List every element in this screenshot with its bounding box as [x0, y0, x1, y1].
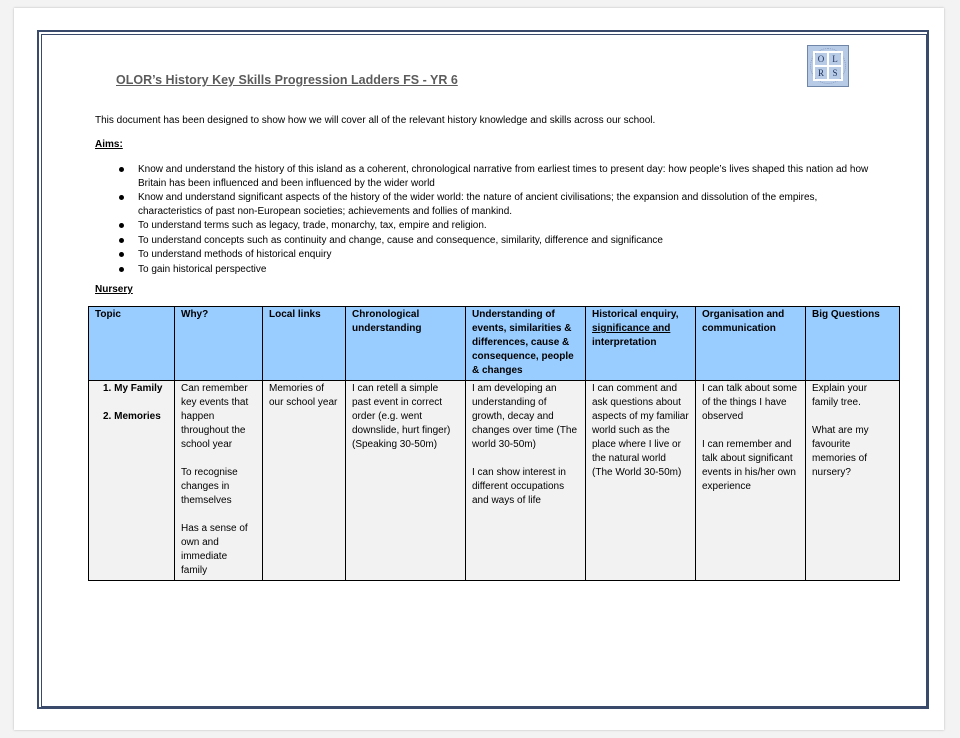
- header-topic: Topic: [89, 307, 175, 381]
- header-chronological: Chronological understanding: [346, 307, 466, 381]
- header-enquiry-part: interpretation: [592, 337, 657, 348]
- logo-letter: S: [828, 66, 842, 80]
- big-question-text: What are my favourite memories of nursery?: [812, 425, 869, 478]
- cell-big-questions: [806, 381, 900, 581]
- aim-item: To understand concepts such as continuity and change, cause and consequence, similarity, difference and significance: [117, 234, 877, 248]
- aim-item: To gain historical perspective: [117, 263, 877, 277]
- topic-item: 2. Memories: [103, 411, 161, 422]
- header-local-links: Local links: [263, 307, 346, 381]
- document-page: [14, 8, 944, 730]
- table-header-row: [89, 307, 900, 381]
- events-text: I can show interest in different occupations and ways of life: [472, 467, 566, 506]
- cell-local-links: Memories of our school year: [263, 381, 346, 581]
- events-text: I am developing an understanding of growth, decay and changes over time (The world 30-50m): [472, 383, 578, 450]
- topic-item: 1. My Family: [103, 383, 163, 394]
- cell-chronological: I can retell a simple past event in correct order (e.g. went downslide, hurt finger) (Speaking 30-50m): [346, 381, 466, 581]
- aim-item: Know and understand the history of this island as a coherent, chronological narrative from earliest times to present day: how people’s lives shaped this nation ad how Britain has been influenced and been influenced by the wider world: [117, 163, 877, 190]
- logo-letter: R: [814, 66, 828, 80]
- cell-why: [175, 381, 263, 581]
- header-enquiry: [586, 307, 696, 381]
- progression-table: [88, 306, 900, 581]
- big-question-text: Explain your family tree.: [812, 383, 868, 408]
- cell-events: [466, 381, 586, 581]
- header-organisation: Organisation and communication: [696, 307, 806, 381]
- logo-letter: L: [828, 52, 842, 66]
- aim-item: To understand methods of historical enquiry: [117, 248, 877, 262]
- aim-item: Know and understand significant aspects of the history of the wider world: the nature of ancient civilisations; the expansion and dissolution of the empires, characteristics of past non-European societies; achievements and follies of mankind.: [117, 191, 877, 218]
- intro-paragraph: This document has been designed to show how we will cover all of the relevant history knowledge and skills across our school.: [95, 115, 656, 126]
- aims-heading: Aims:: [95, 139, 123, 150]
- header-why: Why?: [175, 307, 263, 381]
- aims-list: [117, 163, 877, 277]
- header-enquiry-part: Historical enquiry,: [592, 309, 679, 320]
- logo-letter: O: [814, 52, 828, 66]
- topic-list: [95, 382, 168, 424]
- cell-organisation: [696, 381, 806, 581]
- section-heading-nursery: Nursery: [95, 284, 133, 295]
- why-text: Can remember key events that happen throughout the school year: [181, 383, 249, 450]
- logo-shield: [813, 51, 843, 81]
- why-text: Has a sense of own and immediate family: [181, 523, 248, 576]
- aim-item: To understand terms such as legacy, trade, monarchy, tax, empire and religion.: [117, 219, 877, 233]
- org-text: I can talk about some of the things I have observed: [702, 383, 798, 422]
- cell-topic: [89, 381, 175, 581]
- school-logo: [807, 45, 849, 87]
- header-big-questions: Big Questions: [806, 307, 900, 381]
- why-text: To recognise changes in themselves: [181, 467, 238, 506]
- org-text: I can remember and talk about significant events in his/her own experience: [702, 439, 796, 492]
- header-enquiry-highlight: significance and: [592, 323, 671, 334]
- cell-enquiry: I can comment and ask questions about aspects of my familiar world such as the place where I live or the natural world (The World 30-50m): [586, 381, 696, 581]
- document-title: OLOR’s History Key Skills Progression Ladders FS - YR 6: [116, 73, 458, 87]
- table-row: [89, 381, 900, 581]
- header-events: Understanding of events, similarities & differences, cause & consequence, people & changes: [466, 307, 586, 381]
